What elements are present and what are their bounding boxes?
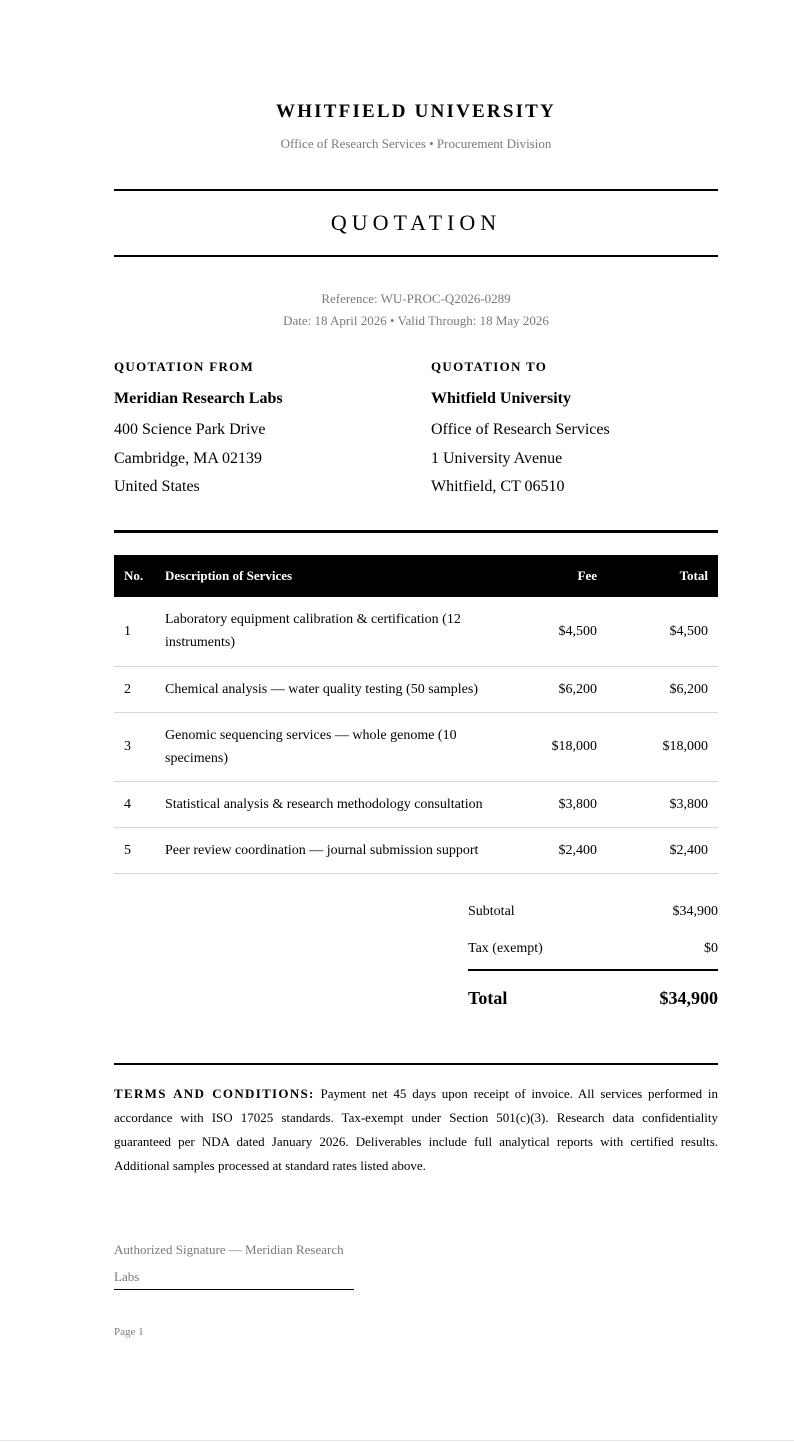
services-table <box>114 555 718 874</box>
row-description: Chemical analysis — water quality testing (50 samples) <box>165 666 517 712</box>
table-row <box>114 597 718 666</box>
row-fee: $6,200 <box>517 666 603 712</box>
total-label: Total <box>468 988 508 1008</box>
table-row <box>114 666 718 712</box>
tax-value: $0 <box>704 941 718 956</box>
divider <box>114 255 718 257</box>
subtotal-value: $34,900 <box>672 904 718 919</box>
page-number: Page 1 <box>114 1326 144 1338</box>
row-description: Genomic sequencing services — whole genome (10 specimens) <box>165 712 517 781</box>
to-name: Whitfield University <box>431 390 571 407</box>
row-total: $4,500 <box>603 597 718 666</box>
column-header-fee: Fee <box>517 555 603 597</box>
row-number: 4 <box>114 781 165 827</box>
row-number: 2 <box>114 666 165 712</box>
terms-text: Payment net 45 days upon receipt of invoice. All services performed in accordance with ISO 17025 standards. Tax-exempt under Section 501(c)(3). Research data confidentiality guaranteed per NDA dated January 2026. Deliverables include full analytical reports with certified results. Additional samples processed at standard rates listed above. <box>114 1086 718 1173</box>
from-label: QUOTATION FROM <box>114 359 255 374</box>
table-header-row <box>114 555 718 597</box>
to-address-line: Whitfield, CT 06510 <box>431 478 565 495</box>
divider <box>114 189 718 191</box>
totals-divider <box>468 969 718 971</box>
row-fee: $4,500 <box>517 597 603 666</box>
divider <box>114 530 718 533</box>
quotation-to <box>431 356 721 502</box>
organization-subtitle: Office of Research Services • Procurement Division <box>280 136 552 151</box>
terms-label: TERMS AND CONDITIONS: <box>114 1086 315 1101</box>
row-total: $18,000 <box>603 712 718 781</box>
row-total: $3,800 <box>603 781 718 827</box>
row-fee: $2,400 <box>517 827 603 873</box>
column-header-total: Total <box>603 555 718 597</box>
row-total: $6,200 <box>603 666 718 712</box>
row-total: $2,400 <box>603 827 718 873</box>
signature-label: Authorized Signature — Meridian Research Labs <box>114 1242 344 1284</box>
to-label: QUOTATION TO <box>431 359 548 374</box>
from-address-line: 400 Science Park Drive <box>114 421 266 438</box>
row-number: 5 <box>114 827 165 873</box>
row-description: Peer review coordination — journal submission support <box>165 827 517 873</box>
reference-number: Reference: WU-PROC-Q2026-0289 <box>321 291 511 306</box>
grand-total-row <box>468 988 718 1009</box>
table-row <box>114 712 718 781</box>
to-address-line: Office of Research Services <box>431 421 610 438</box>
to-address-line: 1 University Avenue <box>431 449 563 467</box>
table-row <box>114 827 718 873</box>
from-name: Meridian Research Labs <box>114 390 283 407</box>
document-title: QUOTATION <box>330 210 502 235</box>
column-header-no: No. <box>114 555 165 597</box>
tax-label: Tax (exempt) <box>468 941 543 956</box>
row-description: Laboratory equipment calibration & certification (12 instruments) <box>165 597 517 666</box>
tax-row <box>468 941 718 957</box>
subtotal-label: Subtotal <box>468 904 515 919</box>
quotation-from <box>114 356 404 502</box>
row-number: 1 <box>114 597 165 666</box>
page-edge <box>0 1440 794 1441</box>
row-number: 3 <box>114 712 165 781</box>
from-address-line: Cambridge, MA 02139 <box>114 449 262 467</box>
column-header-description: Description of Services <box>165 555 517 597</box>
table-row <box>114 781 718 827</box>
divider <box>114 1063 718 1065</box>
row-fee: $3,800 <box>517 781 603 827</box>
total-value: $34,900 <box>659 988 718 1008</box>
organization-name: WHITFIELD UNIVERSITY <box>276 101 556 122</box>
signature-line <box>114 1289 354 1290</box>
quotation-dates: Date: 18 April 2026 • Valid Through: 18 May 2026 <box>283 313 549 328</box>
from-address-line: United States <box>114 478 200 495</box>
subtotal-row <box>468 904 718 920</box>
terms-and-conditions <box>114 1082 718 1178</box>
row-fee: $18,000 <box>517 712 603 781</box>
row-description: Statistical analysis & research methodology consultation <box>165 781 517 827</box>
